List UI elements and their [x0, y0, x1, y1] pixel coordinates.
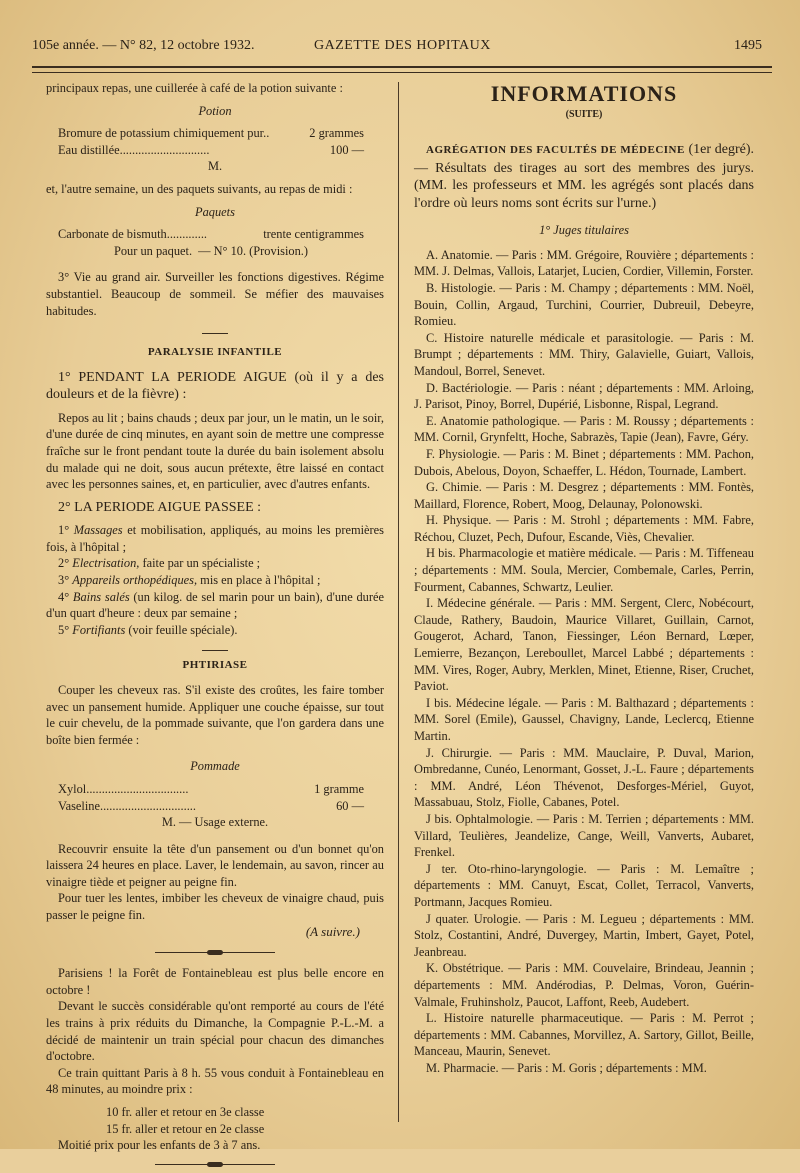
- issue-info: 105e année. — N° 82, 12 octobre 1932.: [32, 38, 255, 53]
- agregation-text: (1er degré). — Résultats des tirages au sort des membres des jurys. (MM. les professeurs et MM. les agrégés sont placés dans l'ordre où leurs noms sont écrits sur l'urne.): [414, 142, 754, 211]
- potion-title: Potion: [198, 103, 232, 118]
- periode-passee-heading: 2° LA PERIODE AIGUE PASSEE :: [58, 499, 262, 515]
- pommade-prescription: [46, 781, 384, 831]
- passee-item: [46, 555, 384, 572]
- passee-list: [46, 522, 384, 638]
- agregation-heading: [414, 141, 754, 212]
- phtiriase-text: Couper les cheveux ras. S'il existe des croûtes, les faire tomber avec un pansement humide. Appliquer une couche épaisse, sur tout le cuir chevelu, de la pommade suivante, que l'on gardera dans une boîte bien fermée :: [46, 682, 384, 747]
- pommade-item: Vaseline...............................: [58, 798, 197, 813]
- jury-entry: F. Physiologie. — Paris : M. Binet ; départements : MM. Pachon, Dubois, Abelous, Doyon, Schaeffer, L. Hédon, Tournade, Lambert.: [414, 446, 754, 478]
- header-rule-thin: [32, 72, 772, 73]
- section-rule: [202, 650, 228, 651]
- jury-entry: B. Histologie. — Paris : M. Champy ; départements : MM. Noël, Bouin, Collin, Argaud, Turchini, Courrier, Dubreuil, Debeyre, Romieu.: [414, 280, 754, 329]
- item-number: 3°: [58, 572, 73, 587]
- jury-list: [414, 247, 754, 1077]
- pommade-item: Xylol.................................: [58, 781, 189, 796]
- potion-qty: 2 grammes: [309, 126, 364, 141]
- jury-entry: K. Obstétrique. — Paris : MM. Couvelaire, Brindeau, Jeannin ; départements : MM. Andérodias, P. Delmas, Voron, Guérin-Valmale, Fruhinsholz, Paucot, Laffont, Reeb, Audebert.: [414, 961, 754, 1009]
- phtiriase-title: PHTIRIASE: [182, 659, 248, 672]
- week-text: et, l'autre semaine, un des paquets suivants, au repas de midi :: [46, 181, 353, 196]
- jury-entry: I bis. Médecine légale. — Paris : M. Balthazard ; départements : MM. Sorel (Emile), Gaussel, Chavigny, Lande, Leclercq, Etienne Martin.: [414, 695, 754, 743]
- pommade-qty: 60 —: [336, 798, 364, 813]
- item-title: Massages: [73, 523, 123, 538]
- ornament-rule: [155, 952, 275, 953]
- item-number: 4°: [58, 589, 73, 604]
- jury-entry: J ter. Oto-rhino-laryngologie. — Paris : M. Lemaître ; départements : MM. Canuyt, Escat, Collet, Terracol, Vanverts, Portmann, Jacques Romieu.: [414, 861, 754, 909]
- item-text: mis en place à l'hôpital ;: [197, 572, 321, 587]
- train-text: Ce train quittant Paris à 8 h. 55 vous conduit à Fontainebleau en 48 minutes, au moindre prix :: [46, 1065, 384, 1097]
- potion-m: M.: [207, 159, 223, 174]
- header-rule: [32, 66, 772, 68]
- suite-label: (SUITE): [565, 108, 603, 120]
- pommade-row: [46, 781, 384, 798]
- periode-aigue-heading: 1° PENDANT LA PERIODE AIGUE (où il y a des douleurs et de la fièvre) :: [46, 369, 384, 403]
- potion-row: [46, 125, 384, 142]
- paquets-row: [46, 226, 384, 243]
- item-text: faite par un spécialiste ;: [139, 556, 261, 571]
- jury-entry: C. Histoire naturelle médicale et parasitologie. — Paris : M. Brumpt ; départements : MM. Thiry, Galavielle, Guiart, Vallois, Mandoul, Borrel, Senevet.: [414, 330, 754, 378]
- potion-qty: 100 —: [329, 142, 364, 157]
- left-column: [46, 80, 384, 1173]
- paralysie-title: PARALYSIE INFANTILE: [147, 346, 283, 359]
- item-title: Electrisation,: [72, 556, 140, 571]
- lentes-text: Pour tuer les lentes, imbiber les cheveux de vinaigre chaud, puis passer le peigne fin.: [46, 891, 384, 923]
- passee-item: [46, 522, 384, 555]
- jury-entry: J. Chirurgie. — Paris : MM. Mauclaire, P. Duval, Marion, Ombredanne, Cunéo, Lenormant, Gosset, J.-L. Faure ; départements : MM. André, Léon Thévenot, Desforges-Mériel, Guyot, Massabuau, Stolz, Fiolle, Cabanes, Potel.: [414, 745, 754, 810]
- jury-entry: H. Physique. — Paris : M. Strohl ; départements : MM. Fabre, Réchou, Cluzet, Pech, Dufour, Escande, Viès, Chevalier.: [414, 513, 754, 544]
- jury-entry: E. Anatomie pathologique. — Paris : M. Roussy ; départements : MM. Cornil, Grynfeltt, Hoche, Sabrazès, Tapie (Jean), Favre, Géry.: [414, 413, 754, 445]
- right-column: [414, 80, 754, 1076]
- potion-row: [46, 142, 384, 159]
- item-title: Appareils orthopédiques,: [72, 572, 198, 587]
- paquets-prescription: [46, 226, 384, 259]
- pommade-m: M. — Usage externe.: [161, 815, 269, 830]
- paquets-item: Carbonate de bismuth.............: [58, 227, 208, 242]
- jury-entry: D. Bactériologie. — Paris : néant ; départements : MM. Arloing, J. Parisot, Pinoy, Borrel, Dupérié, Lisbonne, Rispal, Legrand.: [414, 380, 754, 412]
- repos-text: Repos au lit ; bains chauds ; deux par jour, un le matin, un le soir, d'une durée de cinq minutes, en ayant soin de mettre une compresse fraîche sur le front pendant toute la durée du bain isolement absolu du malade qui ne doit, sous aucun prétexte, être laissé en contact avec les personnes saines, et, en particulier, avec d'autres enfants.: [46, 410, 384, 492]
- item-number: 1°: [58, 523, 74, 538]
- jury-entry: J bis. Ophtalmologie. — Paris : M. Terrien ; départements : MM. Villard, Teulières, Jeandelize, Cange, Weill, Vanverts, Aubaret, Frenkel.: [414, 811, 754, 860]
- passee-item: [46, 572, 384, 589]
- potion-item: Eau distillée.............................: [58, 142, 210, 157]
- item-text: (voir feuille spéciale).: [125, 622, 238, 637]
- item-title: Fortifiants: [72, 622, 126, 637]
- ornament-rule: [155, 1164, 275, 1165]
- page-header: [32, 38, 762, 60]
- vie-text: 3° Vie au grand air. Surveiller les fonctions digestives. Régime substantiel. Beaucoup de sommeil. Se méfier des mauvaises habitudes.: [46, 270, 384, 318]
- journal-title: GAZETTE DES HOPITAUX: [314, 38, 491, 53]
- item-number: 2°: [58, 556, 73, 571]
- informations-title: INFORMATIONS: [490, 81, 678, 106]
- recouvrir-text: Recouvrir ensuite la tête d'un pansement ou d'un bonnet qu'on laissera 24 heures en place. Laver, le lendemain, au savon, rincer au vinaigre tiède et peigner au peigne fin.: [46, 841, 384, 889]
- paquets-qty: — N° 10. (Provision.): [198, 243, 309, 258]
- jury-entry: G. Chimie. — Paris : M. Desgrez ; départements : MM. Fontès, Maillard, Florence, Robert, Moog, Delaunay, Polonowski.: [414, 480, 754, 511]
- passee-item: [46, 589, 384, 622]
- jury-entry: H bis. Pharmacologie et matière médicale. — Paris : M. Tiffeneau ; départements : MM. Soula, Mercier, Combemale, Carles, Perrin, Fourment, Cabannes, Schwartz, Leulier.: [414, 546, 754, 594]
- page-number: 1495: [734, 38, 762, 53]
- pommade-title: Pommade: [190, 759, 240, 774]
- potion-item: Bromure de potassium chimiquement pur..: [58, 126, 270, 141]
- jury-entry: M. Pharmacie. — Paris : M. Goris ; départements : MM.: [426, 1060, 707, 1075]
- juges-title: 1° Juges titulaires: [539, 223, 629, 238]
- column-divider: [398, 82, 399, 1122]
- paquets-qty: trente centigrammes: [263, 227, 364, 242]
- fontainebleau-title: Parisiens ! la Forêt de Fontainebleau est plus belle encore en octobre !: [46, 966, 384, 997]
- item-text: et mobilisation, appliqués, au moins les premières fois, à l'hôpital ;: [46, 523, 384, 554]
- intro-text: principaux repas, une cuillerée à café de la potion suivante :: [46, 81, 343, 95]
- a-suivre: (A suivre.): [305, 923, 360, 939]
- fontainebleau-text: Devant le succès considérable qu'ont remporté au cours de l'été les trains à prix réduits du Dimanche, la Compagnie P.-L.-M. a décidé de maintenir un train spécial pour chacun des dimanches d'octobre.: [46, 999, 384, 1064]
- pommade-qty: 1 gramme: [314, 781, 364, 796]
- moitie-text: Moitié prix pour les enfants de 3 à 7 ans.: [58, 1138, 261, 1153]
- price-line: 15 fr. aller et retour en 2e classe: [106, 1121, 265, 1136]
- price-list: [46, 1104, 384, 1137]
- paquets-title: Paquets: [195, 204, 235, 219]
- item-title: Bains salés: [72, 589, 130, 604]
- item-text: (un kilog. de sel marin pour un bain), d'une durée d'un quart d'heure : deux par semaine ;: [46, 589, 385, 621]
- jury-entry: L. Histoire naturelle pharmaceutique. — Paris : M. Perrot ; départements : MM. Cabannes, Morvillez, A. Sartory, Gillot, Beille, Manceau, Maurin, Senevet.: [414, 1011, 754, 1059]
- item-number: 5°: [58, 622, 73, 637]
- jury-entry: J quater. Urologie. — Paris : M. Legueu ; départements : MM. Stolz, Costantini, André, Duvergey, Martin, Imbert, Gayet, Potel, Jeanbreau.: [414, 911, 754, 959]
- passee-item: [46, 622, 384, 639]
- price-line: 10 fr. aller et retour en 3e classe: [106, 1105, 265, 1119]
- paquets-row: [46, 243, 384, 260]
- potion-prescription: [46, 125, 384, 175]
- section-rule: [202, 333, 228, 334]
- pommade-row: [46, 798, 384, 815]
- jury-entry: A. Anatomie. — Paris : MM. Grégoire, Rouvière ; départements : MM. J. Delmas, Vallois, Latarjet, Lucien, Cordier, Villemin, Forster.: [414, 247, 754, 279]
- agregation-label: AGRÉGATION DES FACULTÉS DE MÉDECINE: [426, 144, 685, 157]
- jury-entry: I. Médecine générale. — Paris : MM. Sergent, Clerc, Nobécourt, Claude, Rathery, Baudoin, Maurice Villaret, Guillain, Carnot, Gougerot, Achard, Tanon, Fiessinger, Léon Bernard, Lœper, Lemierre, Bezançon, Lereboullet, Marcel Labbé ; départements : MM. Vires, Roger, Aubry, Merklen, Minet, Etienne, Riser, Cruchet, Paviot.: [414, 596, 754, 694]
- paquets-item: Pour un paquet.: [113, 243, 193, 258]
